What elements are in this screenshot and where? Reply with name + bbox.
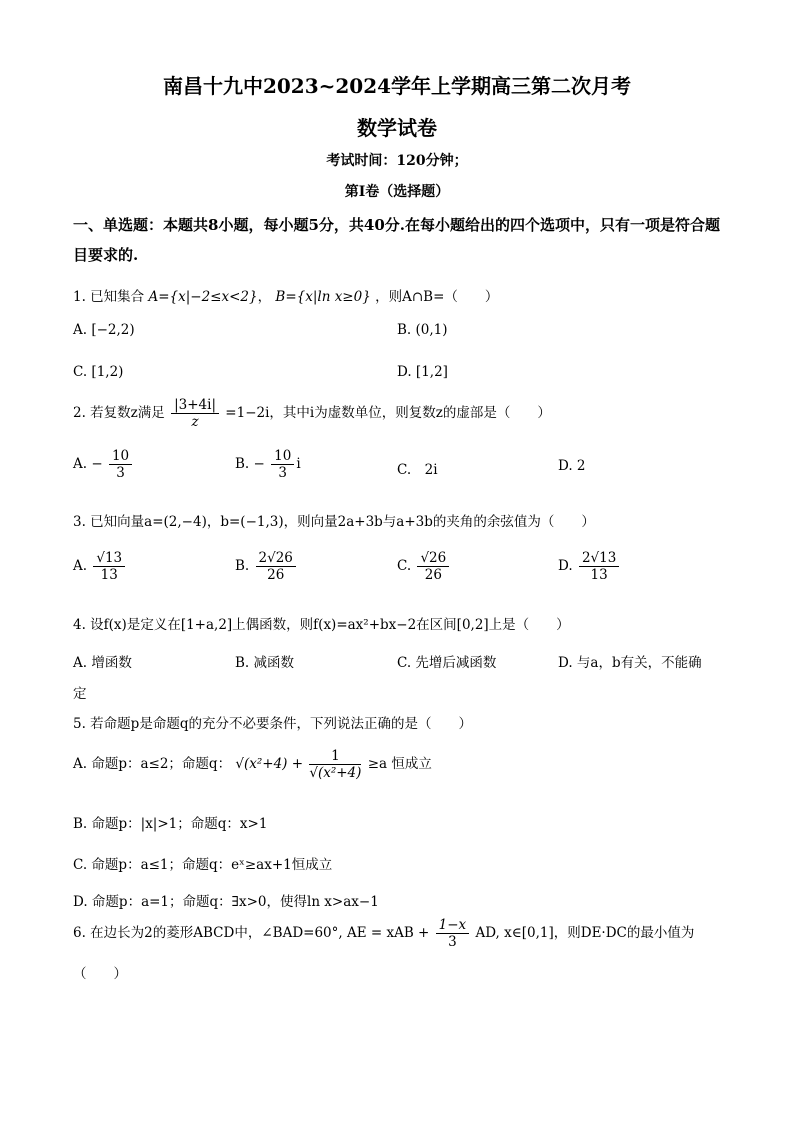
q5-option-c: C. 命题p：a≤1；命题q：eˣ≥ax+1恒成立 bbox=[73, 857, 333, 873]
q2-denominator: z bbox=[191, 414, 199, 430]
exam-time: 考试时间：120分钟； bbox=[326, 153, 468, 169]
q2-option-c: C. 2i bbox=[397, 462, 438, 478]
q2-prefix: 2. 若复数z满足 bbox=[73, 405, 165, 421]
q1-option-b: B. (0,1) bbox=[397, 322, 448, 338]
q1-set-b: B={x|ln x≥0} bbox=[275, 289, 371, 305]
q1-prefix: 1. 已知集合 bbox=[73, 289, 145, 305]
q3-option-c: C. $\frac{√26}{26}$ bbox=[397, 550, 451, 583]
q3-option-d: D. $\frac{2√13}{13}$ bbox=[558, 550, 621, 583]
section-heading: 一、单选题：本题共8小题，每小题5分，共40分.在每小题给出的四个选项中，只有一项是符合题目要求的. bbox=[73, 216, 720, 264]
q1-set-a: A={x|−2≤x<2} bbox=[148, 289, 258, 305]
q1-suffix: ，则A∩B=（ ） bbox=[375, 289, 499, 305]
question-2 bbox=[73, 397, 551, 430]
q2-option-b: B. − $\frac{10}{3}$ i bbox=[235, 448, 301, 481]
q5-option-d: D. 命题p：a=1；命题q：∃x>0，使得ln x>ax−1 bbox=[73, 894, 379, 910]
q6-wrap: （ ） bbox=[73, 966, 127, 982]
q4-option-b: B. 减函数 bbox=[235, 655, 295, 671]
question-3: 3. 已知向量a=(2,−4)，b=(−1,3)，则向量2a+3b与a+3b的夹角的余弦值为（ ） bbox=[73, 514, 595, 530]
exam-title: 南昌十九中2023~2024学年上学期高三第二次月考 bbox=[162, 74, 632, 98]
q1-option-a: A. [−2,2) bbox=[73, 322, 135, 338]
q1-option-c: C. [1,2) bbox=[73, 364, 124, 380]
q2-option-a: A. − $\frac{10}{3}$ bbox=[73, 448, 134, 481]
question-4: 4. 设f(x)是定义在[1+a,2]上偶函数，则f(x)=ax²+bx−2在区间[0,2]上是（ ） bbox=[73, 617, 570, 633]
q1-option-d: D. [1,2] bbox=[397, 364, 448, 380]
volume-label: 第I卷（选择题） bbox=[344, 184, 450, 200]
q3-option-b: B. $\frac{2√26}{26}$ bbox=[235, 550, 298, 583]
q2-fraction bbox=[171, 397, 219, 430]
q5-option-b: B. 命题p：|x|>1；命题q：x>1 bbox=[73, 816, 268, 832]
question-5: 5. 若命题p是命题q的充分不必要条件，下列说法正确的是（ ） bbox=[73, 716, 472, 732]
q5-option-a: A. 命题p：a≤2；命题q： √(x²+4) + $\frac{1}{\text{√(x²+4)}}$ ≥a 恒成立 bbox=[73, 748, 432, 781]
question-1: 1. 已知集合 A={x|−2≤x<2}， B={x|ln x≥0} ，则A∩B=（ ） bbox=[73, 289, 499, 305]
q2-numerator: |3+4i| bbox=[171, 397, 219, 414]
exam-subtitle: 数学试卷 bbox=[357, 116, 437, 140]
question-6: 6. 在边长为2的菱形ABCD中，∠BAD=60°, AE = xAB + $\frac{1-x}{3}$ AD, x∈[0,1]，则DE·DC的最小值为 bbox=[73, 917, 695, 950]
q2-option-d: D. 2 bbox=[558, 458, 586, 474]
q2-mid: =1−2i，其中i为虚数单位，则复数z的虚部是（ ） bbox=[225, 405, 551, 421]
q4-option-d-wrap: 定 bbox=[73, 686, 87, 702]
q3-option-a: A. $\frac{√13}{13}$ bbox=[73, 550, 127, 583]
q4-option-c: C. 先增后减函数 bbox=[397, 655, 497, 671]
q4-option-a: A. 增函数 bbox=[73, 655, 132, 671]
q4-option-d: D. 与a，b有关，不能确 bbox=[558, 655, 702, 671]
